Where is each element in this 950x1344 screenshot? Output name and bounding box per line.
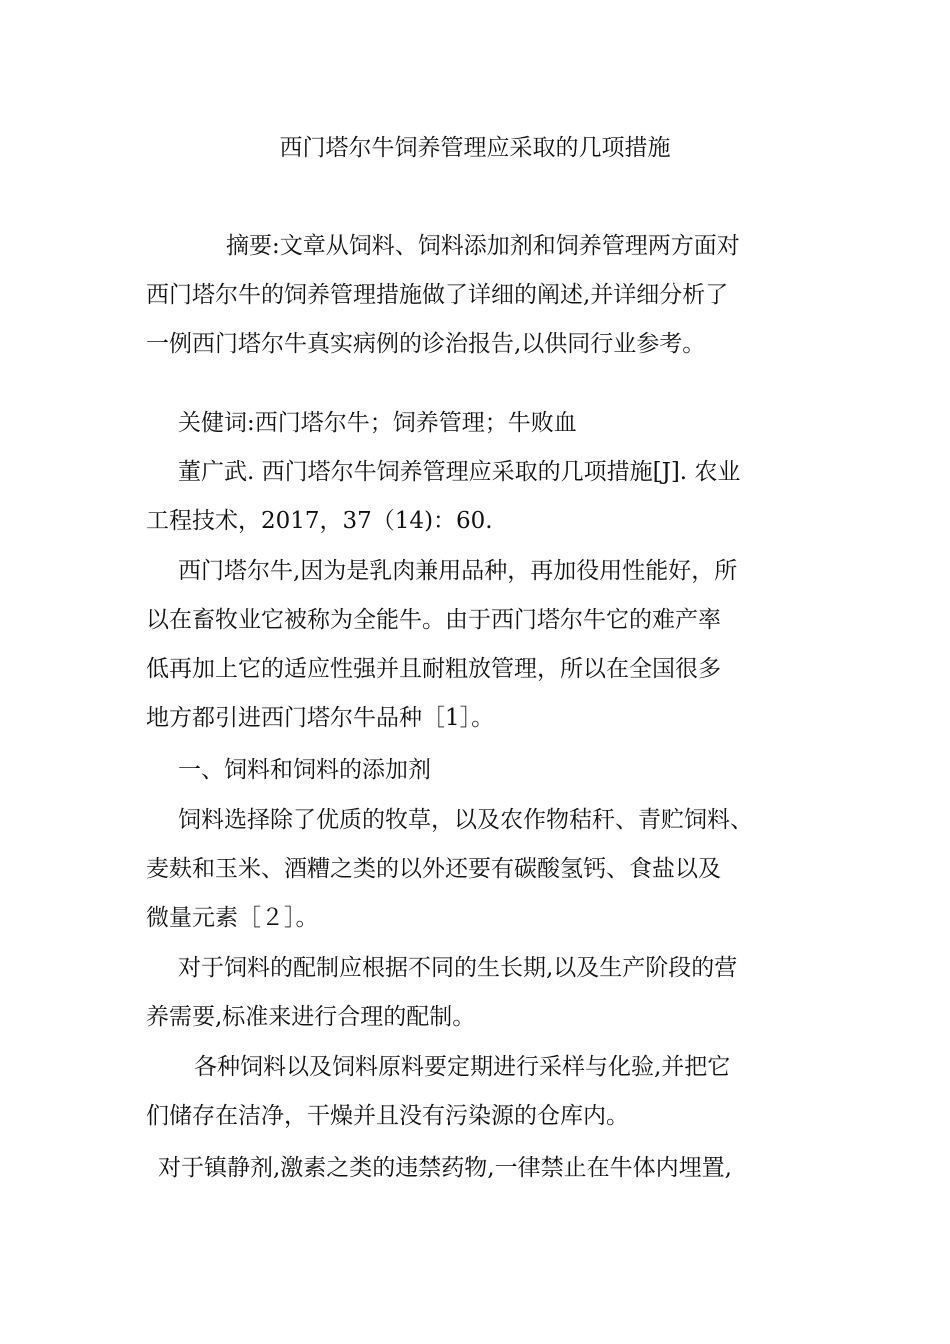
section-heading-text: 一、饲料和饲料的添加剂 (178, 757, 431, 783)
feed-paragraph (146, 796, 818, 943)
document-title: 西门塔尔牛饲养管理应采取的几项措施 (279, 135, 671, 161)
abstract-line: 一例西门塔尔牛真实病例的诊治报告,以供同行业参考。 (146, 331, 706, 357)
feed-line: 麦麸和玉米、酒糟之类的以外还要有碳酸氢钙、食盐以及 (146, 856, 721, 882)
storage-line: 各种饲料以及饲料原料要定期进行采样与化验,并把它 (194, 1054, 731, 1080)
citation-line: 董广武. 西门塔尔牛饲养管理应采取的几项措施[J]. 农业 (178, 459, 741, 485)
abstract-line: 西门塔尔牛的饲养管理措施做了详细的阐述,并详细分析了 (146, 282, 729, 308)
citation-paragraph (146, 448, 818, 546)
feed-line: 饲料选择除了优质的牧草，以及农作物秸秆、青贮饲料、 (178, 807, 753, 833)
intro-line: 地方都引进西门塔尔牛品种［1］。 (146, 705, 495, 731)
banned-drugs-paragraph (146, 1144, 818, 1193)
formulation-paragraph (146, 944, 818, 1042)
storage-paragraph (146, 1043, 818, 1141)
citation-line: 工程技术，2017，37（14)：60. (146, 508, 493, 534)
abstract-paragraph (146, 222, 818, 369)
formulation-line: 对于饲料的配制应根据不同的生长期,以及生产阶段的营 (178, 955, 738, 981)
intro-line: 低再加上它的适应性强并且耐粗放管理，所以在全国很多 (146, 656, 721, 682)
keywords-line: 关健词:西门塔尔牛；饲养管理；牛败血 (178, 410, 577, 436)
storage-line: 们储存在洁净，干燥并且没有污染源的仓库内。 (146, 1103, 629, 1129)
intro-line: 以在畜牧业它被称为全能牛。由于西门塔尔牛它的难产率 (146, 607, 721, 633)
feed-line: 微量元素［２］。 (146, 905, 319, 931)
keywords-paragraph (146, 399, 818, 448)
section-heading (146, 746, 818, 795)
abstract-line: 摘要:文章从饲料、饲料添加剂和饲养管理两方面对 (226, 233, 740, 259)
intro-paragraph (146, 547, 818, 743)
intro-line: 西门塔尔牛,因为是乳肉兼用品种，再加役用性能好，所 (178, 558, 738, 584)
formulation-line: 养需要,标准来进行合理的配制。 (146, 1004, 476, 1030)
banned-drugs-line: 对于镇静剂,激素之类的违禁药物,一律禁止在牛体内埋置, (158, 1155, 732, 1181)
